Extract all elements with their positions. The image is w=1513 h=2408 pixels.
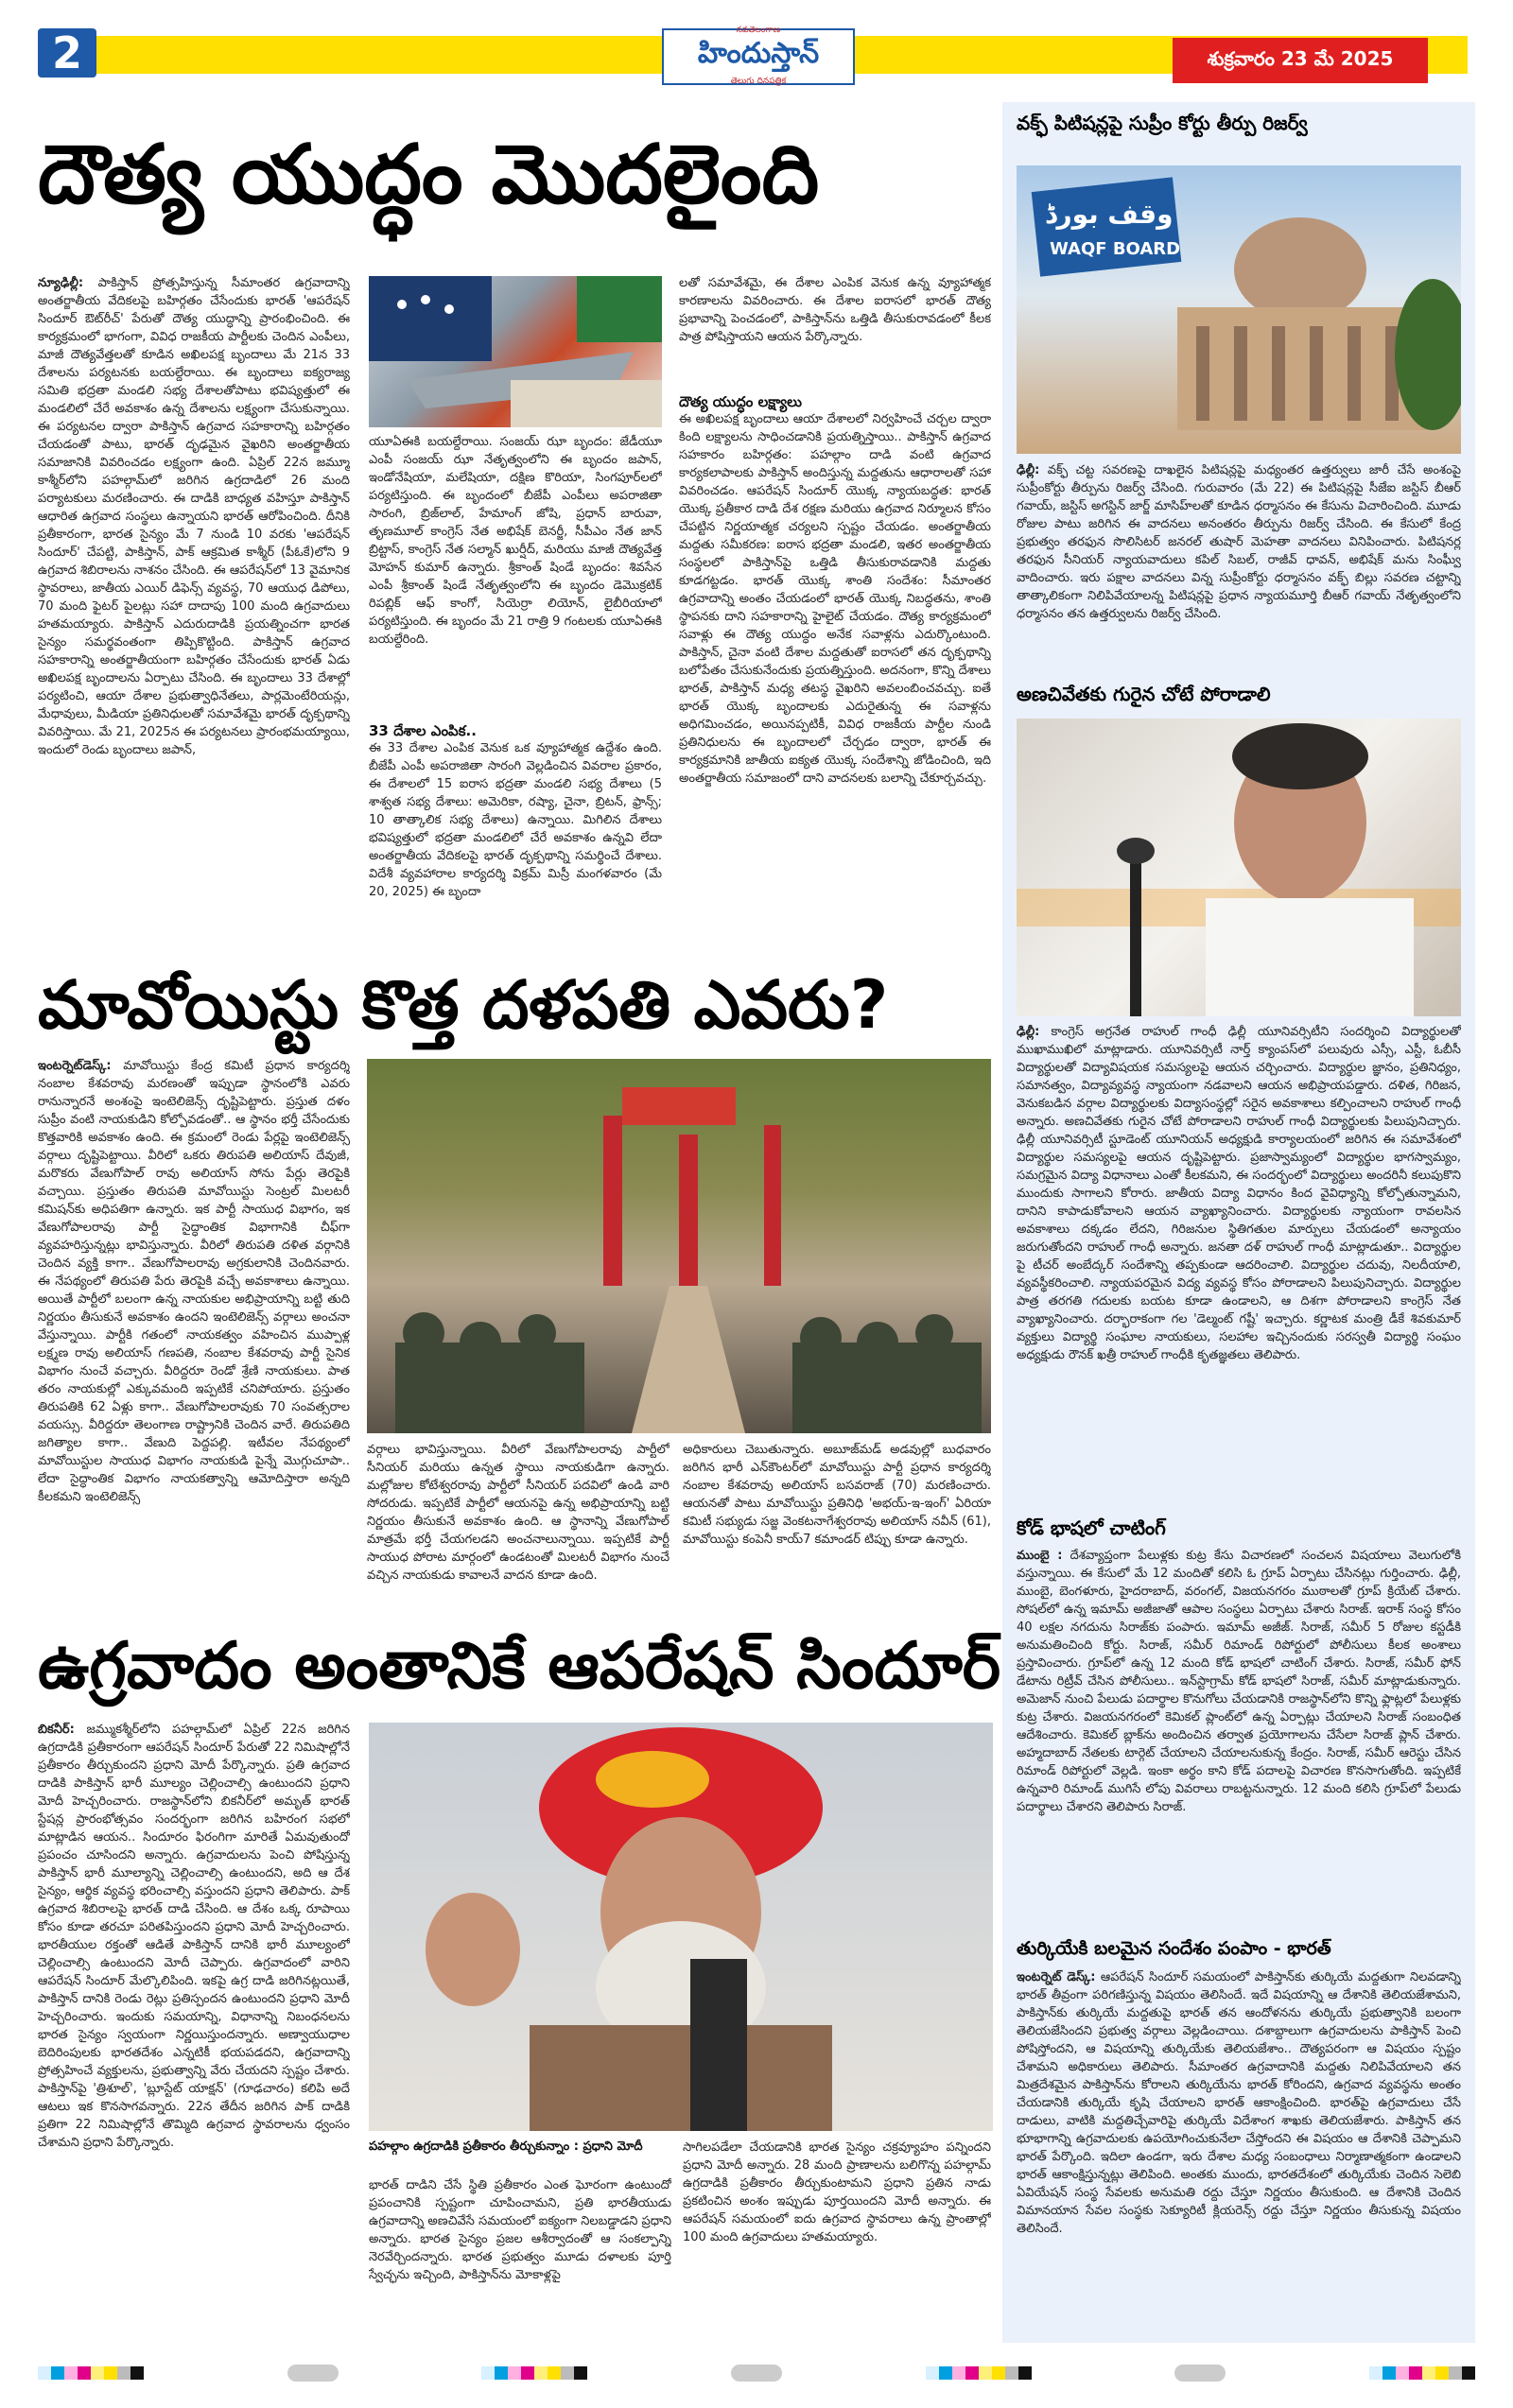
story3-photo — [369, 1723, 993, 2131]
story3-col1-text: జమ్ముకశ్మీర్‌లోని పహల్గామ్‌లో ఏప్రిల్ 22న జరిగిన ఉగ్రదాడికి ప్రతీకారంగా ఆపరేషన్ సిందూర్ పేరుతో 22 నిమిషాల్లోనే ప్రతీకారం తీర్చుకుందని ప్రధాని మోదీ పేర్కొన్నారు. ప్రతి ఉగ్రవాద దాడికి పాకిస్తాన్ భారీ మూల్యం చెల్లించాల్సి ఉంటుందని ప్రధాని మోదీ హెచ్చరించారు. రాజస్థాన్‌లోని బికనీర్‌లో అమృత్ భారత్ స్టేషన్ల ప్రారంభోత్సవం సందర్భంగా జరిగిన బహిరంగ సభలో మాట్లాడిన ఆయన.. సిందూరం ఫిరంగిగా మారితే ఏమవుతుందో ప్రపంచం చూసిందని అన్నారు. ఉగ్రవాదులను పెంచి పోషిస్తున్న పాకిస్తాన్ భారీ మూల్యాన్ని చెల్లించాల్సి ఉంటుందని, అది ఆ దేశ సైన్యం, ఆర్థిక వ్యవస్థ భరించాల్సి వస్తుందని ప్రధాని తెలిపారు. పాక్ ఉగ్రవాద శిబిరాలపై భారత్ దాడి చేసింది. ఆ దేశం ఒక్క రూపాయి కోసం కూడా తరచూ పరితపిస్తుందని ప్రధాని మోదీ హెచ్చరించారు. భారతీయుల రక్తంతో ఆడితే పాకిస్తాన్ దానికి భారీ మూల్యంలో చెల్లించాల్సి ఉంటుందని మోదీ చెప్పారు. ఉగ్రవాదంలో వారిని ఆపరేషన్ సిందూర్ మేల్కొలిపింది. ఇకపై ఉగ్ర దాడి జరిగినట్లయితే, పాకిస్తాన్ దానికి రెండు రెట్లు ప్రతిస్పందన ఉంటుందని ప్రధాని మోదీ హెచ్చరించారు. ఇందుకు సమయాన్ని, విధానాన్ని నిబంధనలను భారత సైన్యం స్వయంగా నిర్ణయిస్తుందన్నారు. అణ్వాయుధాల బెదిరింపులకు భారతదేశం ఎన్నటికీ భయపడదని, ఉగ్రవాదాన్ని ప్రోత్సహించే వ్యక్తులను, ప్రభుత్వాన్ని వేరు చేయదని స్పష్టం చేశారు. పాకిస్తాన్‌పై 'త్రిశూల్', 'బ్లూస్టేట్ యాక్షన్' (గూఢచారం) కలిపి అదే ఆటలు ఇక కొనసాగవన్నారు. 22న తేదీన జరిగిన పాక్ దాడికి ప్రతిగా 22 నిమిషాల్లోనే తొమ్మిది ఉగ్రవాద స్థావరాలను ధ్వంసం చేశామని ప్రధాని పేర్కొన్నారు. — [38, 1723, 350, 2150]
story2-col2: వర్గాలు భావిస్తున్నాయి. వీరిలో వేణుగోపాలరావు పార్టీలో సీనియర్ మరియు ఉన్నత స్థాయి నాయకుడిగా ఉన్నారు. మల్లోజుల కోటేశ్వరరావు పార్టీలో సీనియర్ పదవిలో ఉండి వారి సోదరుడు. ఇప్పటికే పార్టీలో ఆయనపై ఉన్న అభిప్రాయాన్ని బట్టి నిర్ణయం తీసుకునే అవకాశం ఉంది. ఆ స్థానాన్ని వేణుగోపాల్ మాత్రమే భర్తీ చేయగలడని అంచనాలున్నాయి. ఇప్పటికే పార్టీ సాయుధ పోరాట మార్గంలో ఉండటంతో మిలటరీ విభాగం నుంచే వచ్చిన నాయకుడు కావాలనే వాదన కూడా ఉంది. — [367, 1443, 670, 1583]
story1-col2-bottom: ఈ 33 దేశాల ఎంపిక వెనుక ఒక వ్యూహాత్మక ఉద్దేశం ఉంది. బీజేపీ ఎంపీ అపరాజితా సారంగి వెల్లడించిన వివరాల ప్రకారం, ఈ దేశాలలో 15 ఐరాస భద్రతా మండలి సభ్య దేశాలు (5 శాశ్వత సభ్య దేశాలు: అమెరికా, రష్యా, చైనా, బ్రిటన్, ఫ్రాన్స్; 10 తాత్కాలిక సభ్య దేశాలు) ఉన్నాయి. మిగిలిన దేశాలు భవిష్యత్తులో భద్రతా మండలిలో చేరే అవకాశం ఉన్నవి లేదా అంతర్జాతీయ వేదికలపై భారత్ దృక్పథాన్ని సమర్థించే దేశాలు. విదేశీ వ్యవహారాల కార్యదర్శి విక్రమ్ మిస్రీ మంగళవారం (మే 20, 2025) ఈ బృందా — [369, 741, 662, 899]
waqf-sign-english: WAQF BOARD — [1050, 239, 1181, 259]
masthead-tagline: తెలుగు దినపత్రిక — [730, 77, 787, 86]
story2-photo — [367, 1059, 991, 1433]
color-swatches-3 — [926, 2366, 1032, 2380]
rail-story2-headline: అణచివేతకు గురైన చోటే పోరాడాలి — [1017, 683, 1271, 705]
rail-story4-text: ఆపరేషన్ సిందూర్ సమయంలో పాకిస్తాన్‌కు తుర్కియే మద్దతుగా నిలవడాన్ని భారత్ తీవ్రంగా పరిగణిస్తున్న విషయం తెలిసిందే. ఇదే విషయాన్ని ఆ దేశానికి తెలియజేశామని, పాకిస్తాన్‌కు తుర్కియే మద్దతుపై భారత్ తన ఆందోళనను తుర్కియే ప్రభుత్వానికి బలంగా తెలియజేసిందని ప్రభుత్వ వర్గాలు వెల్లడించాయి. దశాబ్దాలుగా ఉగ్రవాదులను పాకిస్తాన్ పెంచి పోషిస్తోందని, ఆ విషయాన్ని తుర్కియేకు తెలియజేశాం.. దౌత్యపరంగా ఆ విషయం స్పష్టం చేశామని అధికారులు తెలిపారు. సీమాంతర ఉగ్రవాదానికి మద్దతు నిలిపివేయాలని తన మిత్రదేశమైన పాకిస్తాన్‌ను కోరాలని తుర్కియేను భారత్ కోరిందని, ఉగ్రవాద వ్యవస్థను అంతం చేయడానికి తుర్కియే కృషి చేయాలని భారత్ ఆకాంక్షించింది. భారత్‌పై ఉగ్రవాదులు చేసే దాడులు, వాటికి మద్దతిచ్చేవారిపై తుర్కియే విదేశాంగ శాఖకు తెలియజేశారు. పాకిస్తాన్ తన భూభాగాన్ని ఉగ్రవాదులకు ఉపయోగించుకునేలా చేస్తోందని ఈ విషయం ఆ దేశానికి చెప్పామని భారత్ పేర్కొంది. ఇదిలా ఉండగా, ఇరు దేశాల మధ్య సంబంధాలు నిర్మాణాత్మకంగా ఉండాలని భారత్ ఆకాంక్షిస్తున్నట్లు తెలిపింది. అంతకు ముందు, భారతదేశంలో తుర్కియేకు చెందిన సెలెబి ఏవియేషన్ సంస్థ సేవలకు అనుమతి రద్దు చేస్తూ నిర్ణయం తీసుకుంది. ఆ దేశానికి చెందిన విమానయాన సేవల సంస్థకు సెక్యూరిటీ క్లియరెన్స్ రద్దు చేస్తూ నిర్ణయం తీసుకున్న విషయం తెలిసిందే. — [1017, 1970, 1461, 2236]
masthead-small: నవతెలంగాణ — [736, 26, 781, 35]
story3-col3: సాగిలపడేలా చేయడానికి భారత సైన్యం చక్రవ్యూహం పన్నిందని ప్రధాని మోదీ అన్నారు. 28 మంది ప్రాణాలను బలిగొన్న పహల్గామ్ ఉగ్రదాడికి ప్రతీకారం తీర్చుకుంటామని ప్రధాని ప్రతిన నాడు ప్రకటించిన అంశం ఇప్పుడు పూర్తయిందని మోదీ అన్నారు. ఈ ఆపరేషన్ సమయంలో ఐదు ఉగ్రవాద స్థావరాలు ఉన్న ప్రాంతాల్లో 100 మంది ఉగ్రవాదులు హతమయ్యారు. — [683, 2140, 991, 2244]
rail-story2-dateline: ఢిల్లీ: — [1017, 1025, 1040, 1039]
story1-dateline: న్యూఢిల్లీ: — [38, 276, 84, 290]
story1-col3-top: లతో సమావేశమై, ఈ దేశాల ఎంపిక వెనుక ఉన్న వ్యూహాత్మక కారణాలను వివరించారు. ఈ దేశాల ఐరాసలో భారత్ దౌత్య ప్రభావాన్ని పెంచడంలో, పాకిస్తాన్‌ను ఒత్తిడి తీసుకురావడంలో కీలక పాత్ర పోషిస్తాయని ఆయన పేర్కొన్నారు. — [679, 276, 991, 344]
rail-story3-headline: కోడ్ భాషలో చాటింగ్ — [1017, 1516, 1166, 1539]
rail-story2-body — [1017, 1023, 1461, 1515]
story2-dateline: ఇంటర్నెట్‌డెస్క్: — [38, 1059, 112, 1073]
rail-story1-photo — [1017, 165, 1461, 454]
rail-story1-headline: వక్ఫ్ పిటిషన్లపై సుప్రీం కోర్టు తీర్పు రిజర్వ్ — [1017, 112, 1308, 134]
rail-story1-text: వక్ఫ్ చట్ట సవరణపై దాఖలైన పిటిషన్లపై మధ్యంతర ఉత్తర్వులు జారీ చేసే అంశంపై సుప్రీంకోర్టు తీర్పును రిజర్వ్ చేసింది. గురువారం (మే 22) ఈ పిటిషన్లపై సీజేఐ జస్టిస్ బీఆర్ గవాయ్, జస్టిస్ అగస్టిన్ జార్జ్ మాసిహ్‌లతో కూడిన ధర్మాసనం ఈ కేసును విచారించింది. మూడు రోజుల పాటు జరిగిన ఈ వాదనలు అనంతరం తీర్పును రిజర్వ్ చేసింది. ఈ కేసులో కేంద్ర ప్రభుత్వం తరఫున సొలిసిటర్ జనరల్ తుషార్ మెహతా వాదనలు వినిపించారు. పిటిషనర్ల తరఫున సీనియర్ న్యాయవాదులు కపిల్ సిబల్, రాజీవ్ ధావన్, అభిషేక్ మను సింఘ్వీ వాదించారు. ఇరు పక్షాల వాదనలు విన్న సుప్రీంకోర్టు ధర్మాసనం వక్ఫ్ బిల్లు సవరణ చట్టాన్ని తాత్కాలికంగా నిలిపివేయాలన్న పిటిషన్లపై ప్రధాన న్యాయమూర్తి బీఆర్ గవాయ్ నేతృత్వంలోని ధర్మాసనం తన ఉత్తర్వులను రిజర్వ్ చేసింది. — [1017, 463, 1461, 621]
story2-rally-illustration — [367, 1059, 991, 1433]
waqf-sign-urdu: وقف بورڈ — [1045, 199, 1174, 230]
story3-col2: భారత్ దాడిని చేసే స్థితి ప్రతీకారం ఎంత ఘోరంగా ఉంటుందో ప్రపంచానికి స్పష్టంగా చూపించామని, ప్రతి భారతీయుడు ఉగ్రవాదాన్ని అణచివేసే సమయంలో ఐక్యంగా నిలబడ్డాడని ప్రధాని అన్నారు. భారత సైన్యం ప్రజల ఆశీర్వాదంతో ఆ సంకల్పాన్ని నెరవేర్చిందన్నారు. భారత ప్రభుత్వం మూడు దళాలకు పూర్తి స్వేచ్ఛను ఇచ్చింది, పాకిస్తాన్‌ను మోకాళ్లపై — [369, 2178, 671, 2282]
print-registration-bar — [38, 2364, 1475, 2382]
rail-story4-headline: తుర్కియేకి బలమైన సందేశం పంపాం - భారత్ — [1017, 1938, 1331, 1959]
registration-mark-2 — [731, 2365, 782, 2382]
story1-subhead-1: 33 దేశాల ఎంపిక.. — [369, 722, 477, 739]
story3-caption: పహల్గాం ఉగ్రదాడికి ప్రతీకారం తీర్చుకున్నాం : ప్రధాని మోదీ — [369, 2139, 643, 2154]
issue-date: శుక్రవారం 23 మే 2025 — [1173, 38, 1428, 83]
rail-story1-dateline: ఢిల్లీ: — [1017, 463, 1040, 477]
story2-col1 — [38, 1057, 350, 1605]
story3-headline: ఉగ్రవాదం అంతానికే ఆపరేషన్ సిందూర్ — [38, 1629, 1001, 1704]
story1-col1-text: పాకిస్తాన్ ప్రోత్సహిస్తున్న సీమాంతర ఉగ్రవాదాన్ని అంతర్జాతీయ వేదికలపై బహిర్గతం చేసేందుకు భారత్ 'ఆపరేషన్ సిందూర్ ఔట్‌రీచ్' పేరుతో దౌత్య యుద్ధాన్ని ప్రారంభించింది. ఈ కార్యక్రమంలో భాగంగా, వివిధ రాజకీయ పార్టీలకు చెందిన ఎంపీలు, మాజీ దౌత్యవేత్తలతో కూడిన అఖిలపక్ష బృందాలు మే 21న 33 దేశాలను పర్యటనకు బయల్దేరాయి. ఈ బృందాలు ఐక్యరాజ్య సమితి భద్రతా మండలి సభ్య దేశాలతోపాటు భవిష్యత్తులో ఈ మండలిలో చేరే అవకాశం ఉన్న దేశాలను లక్ష్యంగా చేసుకున్నాయి. ఈ పర్యటనల ద్వారా పాకిస్తాన్ ఉగ్రవాద సహకారాన్ని బహిర్గతం చేయడంతో పాటు, భారత్ దృఢమైన వైఖరిని అంతర్జాతీయ సమాజానికి వివరించడం లక్ష్యంగా ఉంది. ఏప్రిల్ 22న జమ్మూ కాశ్మీర్‌లోని పహల్గామ్‌లో జరిగిన ఉగ్రదాడిలో 26 మంది పర్యాటకులు మరణించారు. ఈ దాడికి బాధ్యత వహిస్తూ పాకిస్తాన్ ఆధారిత ఉగ్రవాద సంస్థలు ఉన్నాయని భారత్ ఆరోపించింది. దీనికి ప్రతీకారంగా, భారత సైన్యం మే 7 నుండి 10 వరకు 'ఆపరేషన్ సిందూర్' చేపట్టి, పాకిస్తాన్, పాక్ ఆక్రమిత కాశ్మీర్ (పీఓకే)లోని 9 ఉగ్రవాద శిబిరాలను నాశనం చేసింది. ఈ ఆపరేషన్‌లో 13 వైమానిక స్థావరాలు, జాతీయ ఎయిర్ డిఫెన్స్ వ్యవస్థ, 70 ఆయుధ డిపోలు, 70 మంది ఫైటర్ పైలట్లు సహా దాదాపు 100 మంది ఉగ్రవాదులు హతమయ్యారు. పాకిస్తాన్ ఎదురుదాడికి ప్రయత్నించగా భారత సైన్యం సమర్థవంతంగా తిప్పికొట్టింది. పాకిస్తాన్ ఉగ్రవాద సహకారాన్ని అంతర్జాతీయంగా బహిర్గతం చేసేందుకు భారత్ ఏడు అఖిలపక్ష బృందాలను ఏర్పాటు చేసింది. ఈ బృందాలు 33 దేశాల్లో పర్యటించి, ఆయా దేశాల ప్రభుత్వాధినేతలు, పార్లమెంటేరియన్లు, మేధావులు, మీడియా ప్రతినిధులతో సమావేశమై భారత్ దృక్పథాన్ని వివరిస్తాయి. మే 21, 2025న ఈ పర్యటనలు ప్రారంభమయ్యాయి, ఇందులో రెండు బృందాలు జపాన్, — [38, 276, 350, 757]
story2-headline: మావోయిస్టు కొత్త దళపతి ఎవరు? — [38, 966, 889, 1044]
registration-mark-3 — [1174, 2365, 1226, 2382]
story1-col1 — [38, 274, 350, 955]
masthead-title: హిందుస్తాన్ — [697, 37, 820, 70]
rail-story3-dateline: ముంబై : — [1017, 1549, 1063, 1563]
story3-speaker-illustration — [369, 1723, 993, 2131]
rail-story4-body — [1017, 1968, 1461, 2337]
story1-photo — [369, 276, 662, 427]
story1-headline: దౌత్య యుద్ధం మొదలైంది — [38, 128, 820, 222]
rail-story1-body — [1017, 461, 1461, 679]
story1-col2-top: యూఏఈకి బయల్దేరాయి. సంజయ్ ఝా బృందం: జేడీయూ ఎంపీ సంజయ్ ఝా నేతృత్వంలోని ఈ బృందం జపాన్, ఇండోనేషియా, మలేషియా, దక్షిణ కొరియా, సింగపూర్‌లలో పర్యటిస్తుంది. ఈ బృందంలో బీజేపీ ఎంపీలు అపరాజితా సారంగి, బ్రిజ్‌లాల్, హేమాంగ్ జోషి, ప్రధాన్ బారువా, తృణమూల్ కాంగ్రెస్ నేత అభిషేక్ బెనర్జీ, సీపీఎం నేత జాన్ బ్రిట్టాస్, కాంగ్రెస్ నేత సల్మాన్ ఖుర్షీద్, మరియు మాజీ దౌత్యవేత్త మోహన్ కుమార్ ఉన్నారు. శ్రీకాంత్ షిండే బృందం: శివసేన ఎంపీ శ్రీకాంత్ షిండే నేతృత్వంలోని ఈ బృందం డెమొక్రటిక్ రిపబ్లిక్ ఆఫ్ కాంగో, సియెర్రా లియోన్, లైబీరియాలో పర్యటిస్తుంది. ఈ బృందం మే 21 రాత్రి 9 గంటలకు యూఏఈకి బయల్దేరింది. — [369, 435, 662, 647]
page-number: 2 — [38, 28, 96, 78]
story2-col1-text: మావోయిస్టు కేంద్ర కమిటీ ప్రధాన కార్యదర్శి నంబాల కేశవరావు మరణంతో ఇప్పుడా స్థానంలోకి ఎవరు రానున్నారనే అంశంపై ఇంటెలిజెన్స్ దృష్టిపెట్టారు. ప్రస్తుత దళం సుప్రీం వంటి నాయకుడిని కోల్పోవడంతో.. ఆ స్థానం భర్తీ చేసేందుకు కొత్తవారికి అవకాశం ఉంది. ఈ క్రమంలో రెండు పేర్లపై ఇంటెలిజెన్స్ వర్గాలు దృష్టిపెట్టాయి. వీరిలో ఒకరు తిరుపతి అలియాస్ దేవుజీ, మరొకరు వేణుగోపాల్ రావు అలియాస్ సోను పేర్లు తెరపైకి వచ్చాయి. ప్రస్తుతం తిరుపతి మావోయిస్టు సెంట్రల్ మిలటరీ కమిషన్‌కు అధిపతిగా ఉన్నారు. ఇక పార్టీ సాయుధ విభాగం, ఇక వేణుగోపాలరావు పార్టీ సైద్ధాంతిక విభాగానికి చీఫ్‌గా వ్యవహరిస్తున్నట్లు భావిస్తున్నారు. వీరిలో తిరుపతి దళిత వర్గానికి చెందిన వ్యక్తి కాగా.. వేణుగోపాలరావు అగ్రకులానికి చెందినవారు. ఈ నేపథ్యంలో తిరుపతి పేరు తెరపైకి వచ్చే అవకాశాలు ఉన్నాయి. అయితే పార్టీలో బలంగా ఉన్న నాయకుల అభిప్రాయాన్ని బట్టి తుది నిర్ణయం తీసుకునే అవకాశం ఉందని ఇంటెలిజెన్స్ వర్గాలు అంచనా వేస్తున్నాయి. పార్టీకి గతంలో నాయకత్వం వహించిన ముప్పాళ్ల లక్ష్మణ రావు అలియాస్ గణపతి, నంబాల కేశవరావు పార్టీ సైనిక విభాగం నుంచే వచ్చారు. వీరిద్దరూ రెండో శ్రేణి నాయకులు. పాత తరం నాయకుల్లో ఎక్కువమంది ఇప్పటికే చనిపోయారు. ప్రస్తుతం తిరుపతికి 62 ఏళ్లు కాగా.. వేణుగోపాలరావుకు 70 సంవత్సరాల వయస్సు. వీరిద్దరూ తెలంగాణ రాష్ట్రానికి చెందిన వారే. తిరుపతిది జగిత్యాల కాగా.. వేణుది పెద్దపల్లి. ఇటీవల నేపథ్యంలో మావోయిస్టుల సాయుధ విభాగం నాయకుడి పైన్నే మొగ్గుచూపా.. లేదా సైద్ధాంతిక విభాగం నాయకత్వాన్ని ఆమోదిస్తారా అన్నది కీలకమని ఇంటెలిజెన్స్ — [38, 1059, 350, 1504]
rail-speaker-illustration — [1017, 719, 1461, 1016]
rail-story2-photo — [1017, 719, 1461, 1016]
registration-mark-1 — [287, 2365, 339, 2382]
story2-col3: అధికారులు చెబుతున్నారు. అబూజ్‌మడ్ అడవుల్లో బుధవారం జరిగిన భారీ ఎన్‌కౌంటర్‌లో మావోయిస్టు పార్టీ ప్రధాన కార్యదర్శి నంబాల కేశవరావు అలియాస్ బసవరాజ్ (70) మరణించారు. ఆయనతో పాటు మావోయిస్టు ప్రతినిధి 'అభయ్-ఇ-ఇంగ్' ఏరియా కమిటీ సభ్యుడు సజ్జ వెంకటనాగేశ్వరరావు అలియాస్ నవీన్ (61), మావోయిస్టు కంపెనీ కాయ్7 కమాండర్ టిప్పు కూడా ఉన్నారు. — [683, 1443, 991, 1547]
color-swatches-1 — [38, 2366, 144, 2380]
rail-story4-dateline: ఇంటర్నెట్ డెస్క్: — [1017, 1970, 1096, 1984]
story3-dateline: బికనీర్: — [38, 1723, 75, 1737]
story1-col3-bottom: ఈ అఖిలపక్ష బృందాలు ఆయా దేశాలలో నిర్వహించే చర్చల ద్వారా కింది లక్ష్యాలను సాధించడానికి ప్రయత్నిస్తాయి.. పాకిస్తాన్ ఉగ్రవాద సహకారం బహిర్గతం: పహల్గాం దాడి వంటి ఉగ్రవాద కార్యకలాపాలకు పాకిస్తాన్ అందిస్తున్న మద్దతును ఆధారాలతో సహా వివరించడం. ఆపరేషన్ సిందూర్ యొక్క న్యాయబద్ధత: భారత్ యొక్క ప్రతీకార దాడి దేశ రక్షణ మరియు ఉగ్రవాద నిర్మూలన కోసం చేపట్టిన నిర్ణయాత్మక చర్యలని స్పష్టం చేయడం. అంతర్జాతీయ మద్దతు సమీకరణ: ఐరాస భద్రతా మండలి, ఇతర అంతర్జాతీయ సంస్థలలో పాకిస్తాన్‌పై ఒత్తిడి తీసుకురావడానికి మద్దతు కూడగట్టడం. భారత్ యొక్క శాంతి సందేశం: సీమాంతర ఉగ్రవాదాన్ని అంతం చేయడంలో భారత్ యొక్క నిబద్ధతను, శాంతి స్థాపనకు దాని సహకారాన్ని హైలైట్ చేయడం. దౌత్య కార్యక్రమంలో సవాళ్లు ఈ దౌత్య యుద్ధం అనేక సవాళ్లను ఎదుర్కొంటుంది. పాకిస్తాన్, చైనా వంటి దేశాల మద్దతుతో ఐరాసలో తన దృక్పథాన్ని బలోపేతం చేసుకునేందుకు ప్రయత్నిస్తుంది. అదనంగా, కొన్ని దేశాలు భారత్, పాకిస్తాన్ మధ్య తటస్థ వైఖరిని అవలంబించవచ్చు. ఐతే భారత్ యొక్క బృందాలకు ఎదురైతున్న ఈ సవాళ్లను అధిగమించడం, అయినప్పటికీ, వివిధ రాజకీయ పార్టీల నుండి ప్రతినిధులను ఈ బృందాలలో చేర్చడం ద్వారా, భారత్ ఈ కార్యక్రమానికి జాతీయ ఐక్యత యొక్క సందేశాన్ని జోడించింది, ఇది అంతర్జాతీయ సమాజంలో దాని వాదనలకు బలాన్ని చేకూర్చవచ్చు. — [679, 412, 991, 786]
story1-subhead-2: దౌత్య యుద్ధం లక్ష్యాలు — [679, 393, 802, 410]
color-swatches-4 — [1369, 2366, 1475, 2380]
rail-story3-body — [1017, 1547, 1461, 1934]
color-swatches-2 — [481, 2366, 587, 2380]
story3-col1 — [38, 1721, 350, 2345]
rail-story2-text: కాంగ్రెస్ అగ్రనేత రాహుల్ గాంధీ ఢిల్లీ యూనివర్సిటీని సందర్శించి విద్యార్థులతో ముఖాముఖిలో మాట్లాడారు. యూనివర్సిటీ నార్త్ క్యాంపస్‌లో పలువురు ఎస్సీ, ఎస్టీ, ఓబీసీ విద్యార్థులతో విద్యావిషయక సమస్యలపై ఆయన చర్చించారు. విద్యార్థుల జ్ఞానం, ప్రతినిధ్యం, సమానత్వం, విద్యావ్యవస్థ న్యాయంగా నడవాలని ఆయన అభిప్రాయపడ్డారు. దళిత, గిరిజన, వెనుకబడిన వర్గాల విద్యార్థులకు విద్యాసంస్థల్లో సరైన అవకాశాలు కల్పించాలని రాహుల్ గాంధీ అన్నారు. అణచివేతకు గురైన చోటే పోరాడాలని రాహుల్ గాంధీ విద్యార్థులకు పిలుపునిచ్చారు. ఢిల్లీ యూనివర్సిటీ స్టూడెంట్ యూనియన్ అధ్యక్షుడి కార్యాలయంలో జరిగిన ఈ సమావేశంలో విద్యార్థుల సమస్యలపై ఆయన దృష్టిపెట్టారు. ప్రజాస్వామ్యంలో విద్యార్థుల భాగస్వామ్యం, సమగ్రమైన విద్యా విధానాలు ఎంతో కీలకమని, ఈ సందర్భంలో విద్యార్థులు అందరినీ కలుపుకొని ముందుకు సాగాలని కోరారు. జాతీయ విద్యా విధానం కింద వైవిధ్యాన్ని కోల్పోతున్నామని, దానిని కాపాడుకోవాలని ఆయన వ్యాఖ్యానించారు. విద్యార్థులకు న్యాయంగా రావలసిన అవకాశాలు దక్కడం లేదని, గిరిజనుల స్థితిగతుల మార్పులు చేయడంలో అన్యాయం జరుగుతోందని రాహుల్ గాంధీ అన్నారు. జనతా దళ్ రాహుల్ గాంధీ మాట్లాడుతూ.. విద్యార్థుల పై టీచర్ అంబేద్కర్ సందేశాన్ని తప్పకుండా ఆదరించాలి. విద్యార్థుల చదువు, నిలదీయాలి, వ్యవస్థీకరించాలి. న్యాయపరమైన విద్య వ్యవస్థ కోసం పోరాడాలని పిలుపునిచ్చారు. విద్యార్థుల పాత్ర తరగతి గదులకు బయట కూడా ఉండాలని, ఆ దిశగా పోరాడాలని కాంగ్రెస్ నేత వ్యాఖ్యానించారు. దర్భారాకంగా గల 'డెల్మంట్ గష్టీ' ఇచ్చారు. కర్ణాటక మంత్రి డీకే శివకుమార్ వ్యక్తులు విద్యార్థి సంఘాల నాయకులు, సలహాల ఇచ్చినందుకు సరస్వతీ విద్యార్థి సంఘం అధ్యక్షుడు రౌనక్ ఖత్రీ రాహుల్ గాంధీకి కృతజ్ఞతలు తెలిపారు. — [1017, 1025, 1461, 1362]
masthead — [662, 28, 855, 85]
rail-story3-text: దేశవ్యాప్తంగా పేలుళ్లకు కుట్ర కేసు విచారణలో సంచలన విషయాలు వెలుగులోకి వస్తున్నాయి. ఈ కేసులో మే 12 మందితో కలిసి ఓ గ్రూప్ ఏర్పాటు చేసినట్లు గుర్తించారు. ఢిల్లీ, ముంబై, బెంగళూరు, హైదరాబాద్, వరంగల్, విజయనగరం ముఠాలతో గ్రూప్ క్రియేట్ చేశారు. సోషల్‌లో ఉన్న ఇమామ్ అజీజాతో ఆపాల సంస్థలు ఏర్పాటు చేశారు సిరాజ్. ఇరాక్ సంస్థ కోసం 40 లక్షల నగదును సిరాజ్‌కు పంపారు. ఇమామ్ అజీజ్. సిరాజ్, సమీర్ 5 రోజుల కస్టడీకి అనుమతించింది కోర్టు. సిరాజ్, సమీర్ రిమాండ్ రిపోర్టులో పోలీసులు కీలక అంశాలు ప్రస్తావించారు. గ్రూప్‌లో ఉన్న 12 మంది కోడ్ భాషలో చాటింగ్ చేశారు. సిరాజ్, సమీర్ ఫోన్ డేటాను రిట్రీవ్ చేసిన పోలీసులు.. ఇన్‌స్టాగ్రామ్ కోడ్ భాషలో సిరాజ్, సమీర్ మాట్లాడుకున్నారు. అమెజాన్ నుంచి పేలుడు పదార్థాల కొనుగోలు చేయడానికి రాజస్థాన్‌లోని కొన్ని ఫ్లాట్లలో పేలుళ్లకు కుట్ర చేశారు. విజయనగరంలో కెమికల్ ప్లాంట్‌లో ఉన్న ఏర్పాట్లు చేయాలని సిరాజ్ సంబంధిత ఆదేశించారు. కెమికల్ బ్లాక్‌ను అందించిన తర్వాత ప్రయోగాలను చేసేలా సిరాజ్ ప్లాన్ చేశారు. అహ్మదాబాద్ నేతలకు టార్గెట్ చేయాలని చేయాలనుకున్న కేంద్రం. సిరాజ్, సమీర్ ఆరెస్టు చేసిన రిమాండ్ రిపోర్టులో వెల్లడి. ఇంకా అర్థం కాని కోడ్ పదాలపై విచారణ కొనసాగుతోంది. ఇప్పటికే ఉన్నవారి రిమాండ్ ముగిసే లోపు వివరాలు రాబట్టనున్నారు. 12 మంది కలిసి గ్రూప్‌లో పేలుడు పదార్థాలు చేశారని తెలిపారు సిరాజ్. — [1017, 1549, 1461, 1814]
story1-flag-illustration — [369, 276, 662, 427]
